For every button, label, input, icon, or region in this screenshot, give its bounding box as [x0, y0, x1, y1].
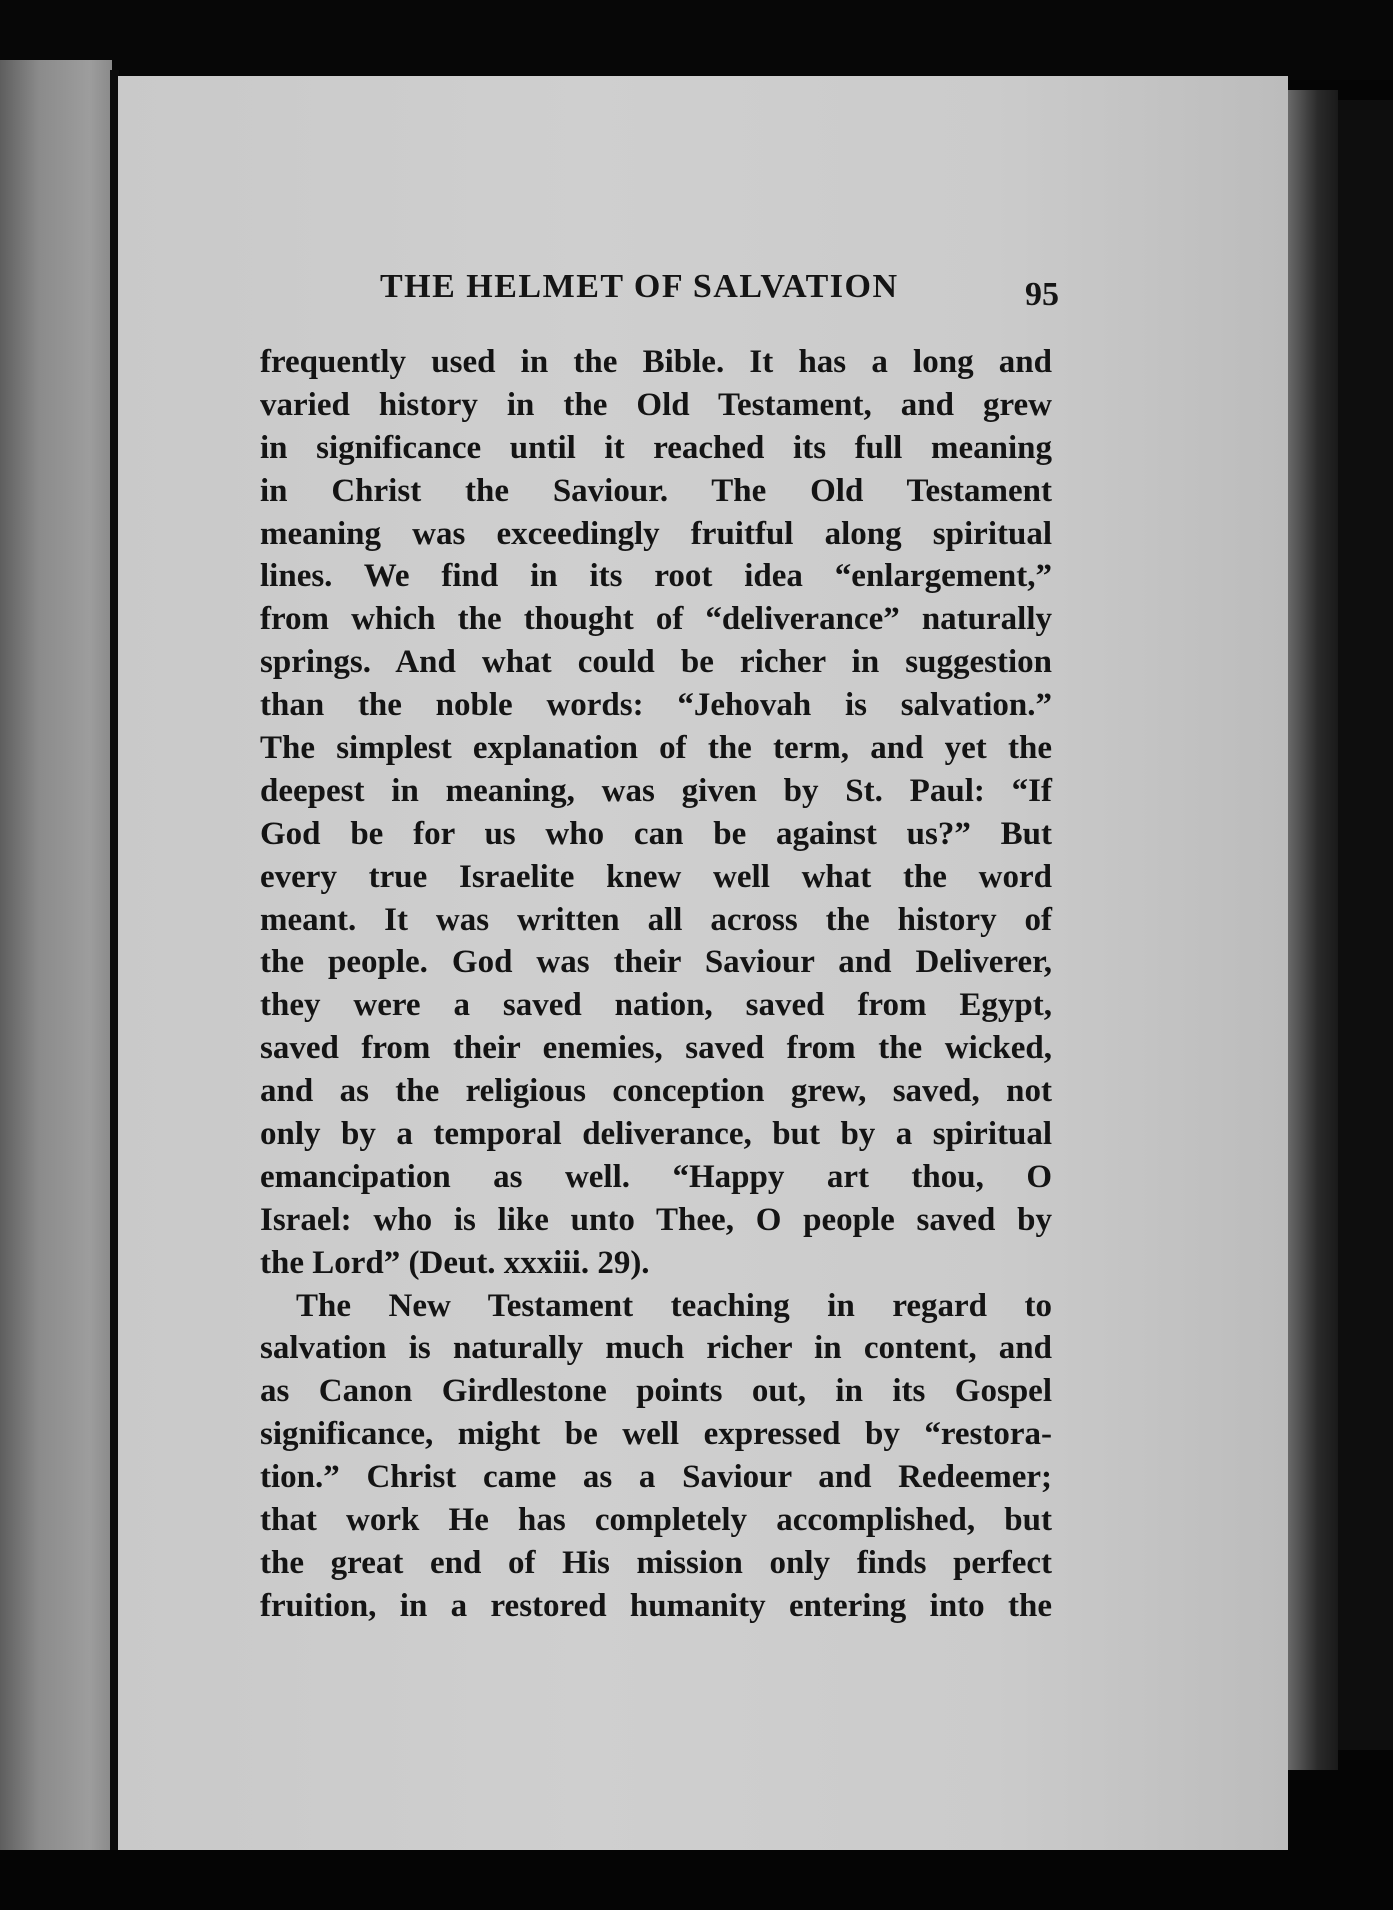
text-line: springs. And what could be richer in suggestion — [260, 644, 1052, 681]
text-line: fruition, in a restored humanity entering into the — [260, 1587, 1052, 1624]
text-line: lines. We find in its root idea “enlargement,” — [260, 558, 1052, 595]
text-line: significance, might be well expressed by “restora- — [260, 1416, 1052, 1453]
text-line: The New Testament teaching in regard to — [296, 1287, 1052, 1324]
page-number: 95 — [1025, 276, 1059, 313]
text-line: the great end of His mission only finds perfect — [260, 1544, 1052, 1581]
text-line: and as the religious conception grew, saved, not — [260, 1073, 1052, 1110]
text-line: in Christ the Saviour. The Old Testament — [260, 472, 1052, 509]
scan-background — [0, 0, 1393, 80]
text-line: as Canon Girdlestone points out, in its Gospel — [260, 1373, 1052, 1410]
page-stack-edge — [1288, 90, 1338, 1770]
text-line: than the noble words: “Jehovah is salvation.” — [260, 687, 1052, 724]
text-line: saved from their enemies, saved from the wicked, — [260, 1030, 1052, 1067]
text-line: deepest in meaning, was given by St. Paul: “If — [260, 772, 1052, 809]
text-line: varied history in the Old Testament, and grew — [260, 386, 1052, 423]
text-line: God be for us who can be against us?” But — [260, 815, 1052, 852]
text-line: that work He has completely accomplished, but — [260, 1502, 1052, 1539]
facing-page-edge — [0, 60, 112, 1850]
text-line: salvation is naturally much richer in content, and — [260, 1330, 1052, 1367]
running-head: THE HELMET OF SALVATION — [380, 268, 899, 305]
text-line: Israel: who is like unto Thee, O people saved by — [260, 1201, 1052, 1238]
text-line: the people. God was their Saviour and Deliverer, — [260, 944, 1052, 981]
body-text — [260, 341, 1052, 1628]
page-stack-shadow — [1338, 100, 1393, 1750]
text-line: from which the thought of “deliverance” naturally — [260, 601, 1052, 638]
text-line: emancipation as well. “Happy art thou, O — [260, 1158, 1052, 1195]
text-line: tion.” Christ came as a Saviour and Redeemer; — [260, 1459, 1052, 1496]
text-line: frequently used in the Bible. It has a long and — [260, 344, 1052, 380]
text-line: in significance until it reached its full meaning — [260, 429, 1052, 466]
text-line: they were a saved nation, saved from Egypt, — [260, 987, 1052, 1024]
text-line: meaning was exceedingly fruitful along spiritual — [260, 515, 1052, 552]
text-line: only by a temporal deliverance, but by a spiritual — [260, 1116, 1052, 1153]
text-line: The simplest explanation of the term, and yet the — [260, 730, 1052, 767]
text-line: the Lord” (Deut. xxxiii. 29). — [260, 1244, 650, 1281]
text-line: meant. It was written all across the history of — [260, 901, 1052, 938]
text-line: every true Israelite knew well what the word — [260, 858, 1052, 895]
